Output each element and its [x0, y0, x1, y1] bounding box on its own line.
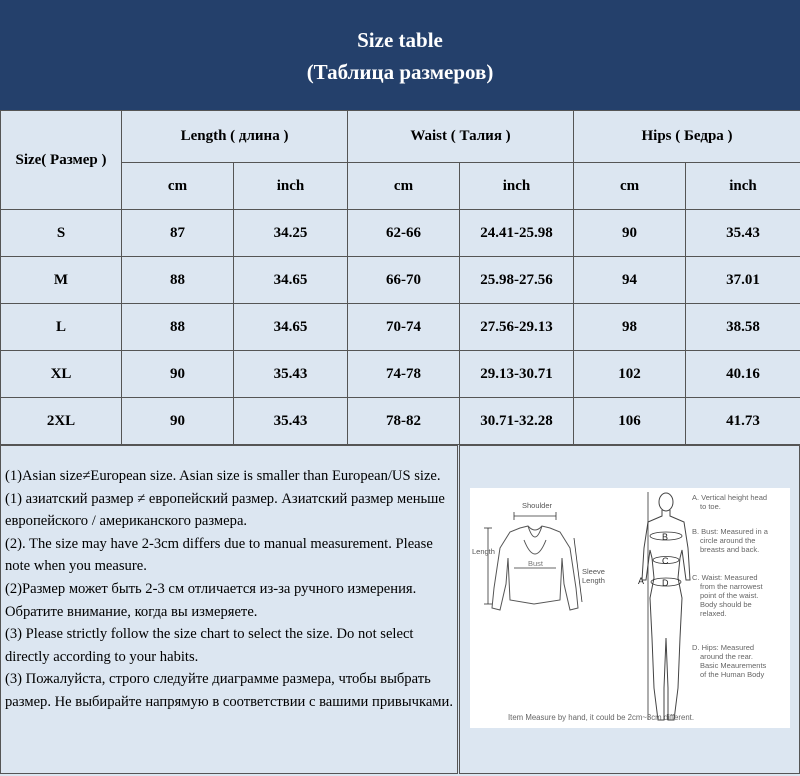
unit-header: cm: [122, 163, 234, 210]
legend-line: C. Waist: Measured: [692, 573, 758, 582]
point-d-label: D: [662, 578, 669, 588]
note-text: (2). The size may have 2-3cm differs due to manual measurement. Please note when you measure.: [5, 535, 433, 575]
table-cell: 70-74: [348, 304, 460, 351]
shoulder-label: Shoulder: [522, 501, 553, 510]
sleeve-length-label: Length: [582, 576, 605, 585]
measurement-guide-drawing: [470, 488, 790, 728]
info-section: [0, 445, 800, 776]
note-text: (1)Asian size≠European size. Asian size is smaller than European/US size.: [5, 468, 441, 484]
table-cell: 88: [122, 304, 234, 351]
table-row: [1, 304, 800, 351]
table-cell: 102: [574, 351, 686, 398]
table-cell: 41.73: [686, 398, 800, 445]
hips-group-header: Hips ( Бедра ): [574, 111, 800, 163]
table-cell: 90: [122, 351, 234, 398]
table-cell: 90: [122, 398, 234, 445]
table-cell: 34.25: [234, 210, 348, 257]
length-group-header: Length ( длина ): [122, 111, 348, 163]
table-cell: 62-66: [348, 210, 460, 257]
table-row: [1, 351, 800, 398]
legend-line: Basic Meaurements: [700, 661, 767, 670]
note-text: (2)Размер может быть 2-3 см отличается из-за ручного измерения. Обратите внимание, когда вы измеряете.: [5, 580, 417, 620]
waist-group-header: Waist ( Талия ): [348, 111, 574, 163]
measurement-guide-panel: [459, 445, 800, 774]
table-cell: 35.43: [234, 351, 348, 398]
legend-line: Body should be: [700, 600, 752, 609]
table-cell: 34.65: [234, 257, 348, 304]
point-c-label: C: [662, 556, 669, 566]
title-banner: [0, 0, 800, 110]
table-group-header-row: [1, 111, 800, 163]
table-cell: 29.13-30.71: [460, 351, 574, 398]
legend-line: D. Hips: Measured: [692, 643, 755, 652]
legend-line: of the Human Body: [700, 670, 765, 679]
point-b-label: B: [662, 532, 669, 542]
title-english: Size table: [357, 28, 443, 52]
legend-line: B. Bust: Measured in a: [692, 527, 768, 536]
table-cell: 74-78: [348, 351, 460, 398]
unit-header: cm: [574, 163, 686, 210]
legend-line: A. Vertical height head: [692, 493, 768, 502]
table-cell: 106: [574, 398, 686, 445]
measurement-guide-figure: [470, 488, 790, 728]
unit-header: cm: [348, 163, 460, 210]
unit-header: inch: [460, 163, 574, 210]
table-row: [1, 398, 800, 445]
unit-header: inch: [686, 163, 800, 210]
table-cell: 88: [122, 257, 234, 304]
table-cell: 34.65: [234, 304, 348, 351]
legend-line: breasts and back.: [700, 545, 760, 554]
table-cell: 78-82: [348, 398, 460, 445]
sleeve-label: Sleeve: [582, 567, 605, 576]
table-cell: 66-70: [348, 257, 460, 304]
point-a-label: A: [638, 576, 645, 586]
size-table: [0, 110, 800, 445]
size-column-header: Size( Размер ): [1, 111, 122, 210]
size-cell: S: [1, 210, 122, 257]
size-cell: 2XL: [1, 398, 122, 445]
note-text: (3) Пожалуйста, строго следуйте диаграмме размера, чтобы выбрать размер. Не выбирайте напрямую в соответствии с вашими привычками.: [5, 671, 454, 710]
body-measure-lines: [648, 492, 682, 720]
figure-caption: Item Measure by hand, it could be 2cm~3cm different.: [508, 713, 694, 722]
table-cell: 38.58: [686, 304, 800, 351]
table-cell: 25.98-27.56: [460, 257, 574, 304]
note-text: (1) азиатский размер ≠ европейский размер. Азиатский размер меньше европейского / американского размера.: [5, 490, 445, 530]
table-cell: 35.43: [686, 210, 800, 257]
table-cell: 40.16: [686, 351, 800, 398]
table-cell: 35.43: [234, 398, 348, 445]
table-row: [1, 257, 800, 304]
table-cell: 30.71-32.28: [460, 398, 574, 445]
legend-line: around the rear.: [700, 652, 753, 661]
table-cell: 24.41-25.98: [460, 210, 574, 257]
legend-line: from the narrowest: [700, 582, 763, 591]
size-cell: M: [1, 257, 122, 304]
note-text: (3) Please strictly follow the size chart to select the size. Do not select directly according to your habits.: [5, 626, 414, 665]
table-row: [1, 210, 800, 257]
body-illustration: [642, 493, 690, 720]
table-cell: 98: [574, 304, 686, 351]
table-cell: 90: [574, 210, 686, 257]
legend-line: point of the waist.: [700, 591, 759, 600]
table-cell: 37.01: [686, 257, 800, 304]
table-cell: 87: [122, 210, 234, 257]
bust-label: Bust: [528, 559, 544, 568]
size-cell: XL: [1, 351, 122, 398]
legend-line: circle around the: [700, 536, 756, 545]
title-russian: (Таблица размеров): [306, 60, 494, 84]
table-cell: 27.56-29.13: [460, 304, 574, 351]
legend-line: relaxed.: [700, 609, 727, 618]
measurement-legend: [692, 493, 769, 679]
unit-header: inch: [234, 163, 348, 210]
table-cell: 94: [574, 257, 686, 304]
length-label: Length: [472, 547, 495, 556]
notes-panel: [0, 445, 458, 774]
size-cell: L: [1, 304, 122, 351]
legend-line: to toe.: [700, 502, 721, 511]
